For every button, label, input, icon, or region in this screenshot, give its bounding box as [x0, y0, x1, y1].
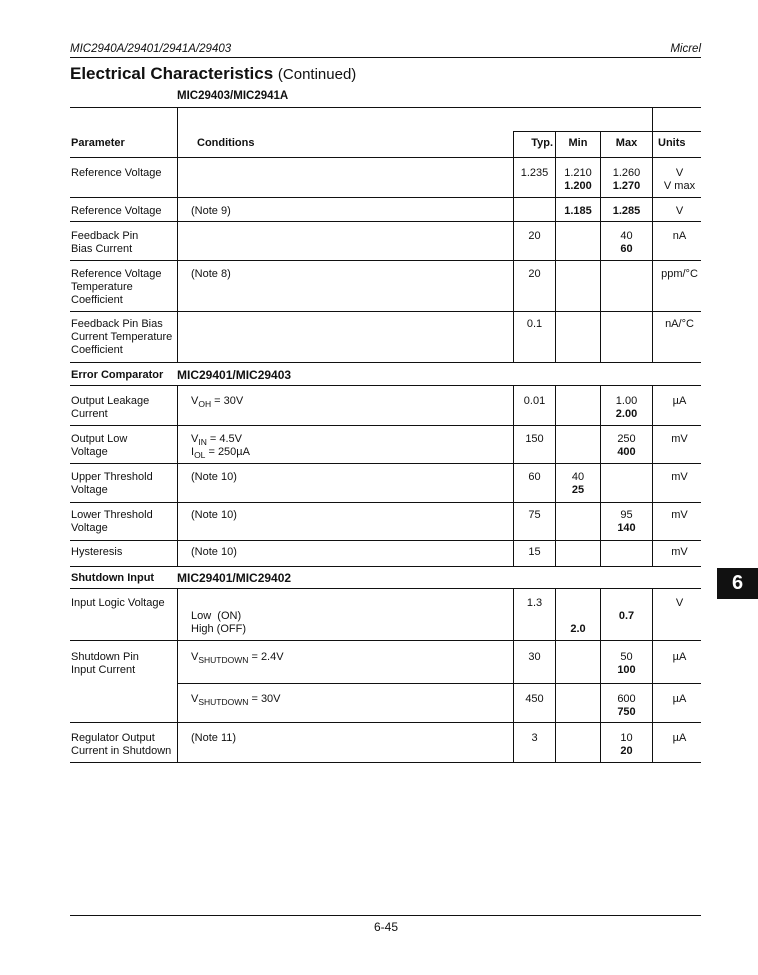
row-rule [70, 385, 701, 386]
condition-text: (Note 10) [191, 546, 237, 558]
units-value: µA [672, 651, 687, 663]
row-rule [70, 362, 701, 363]
document-header-title: MIC2940A/29401/2941A/29403 [70, 43, 232, 55]
units-value: µA [672, 732, 687, 744]
param-reference-voltage: Reference Voltage [71, 205, 162, 217]
row-rule [70, 540, 701, 541]
max-value-full-temp: 20 [620, 745, 633, 757]
condition-subscript: SHUTDOWN [198, 697, 249, 707]
param-line: Lower Threshold [71, 509, 153, 521]
min-value-full-temp: 1.200 [564, 180, 592, 192]
param-line: Voltage [71, 484, 108, 496]
row-rule [70, 588, 701, 589]
param-reference-voltage: Reference Voltage [71, 167, 162, 179]
max-value-full-temp: 140 [617, 522, 636, 534]
param-hysteresis: Hysteresis [71, 546, 123, 558]
section-title-main: Electrical Characteristics [70, 64, 274, 83]
min-value: 40 [571, 471, 585, 483]
row-rule [70, 640, 701, 641]
max-value: 50 [620, 651, 633, 663]
param-line: Current in Shutdown [71, 745, 172, 757]
param-line: Coefficient [71, 344, 123, 356]
condition-text [191, 433, 242, 446]
min-value-full-temp: 25 [571, 484, 585, 496]
row-rule [70, 260, 701, 261]
column-header-max: Max [615, 137, 638, 149]
param-line: Regulator Output [71, 732, 155, 744]
condition-text [191, 395, 243, 408]
min-value-full-temp: 1.185 [564, 205, 592, 217]
typ-value: 3 [531, 732, 538, 744]
max-value: 1.00 [615, 395, 638, 407]
param-feedback-pin: Feedback Pin [71, 230, 139, 242]
max-value-full-temp: 2.00 [615, 408, 638, 420]
units-value: µA [672, 395, 687, 407]
section-title-sub: (Continued) [277, 66, 357, 83]
condition-text: High (OFF) [191, 623, 246, 635]
max-value: 10 [620, 732, 633, 744]
typ-value: 75 [528, 509, 541, 521]
row-rule [70, 566, 701, 567]
max-value: 250 [617, 433, 636, 445]
typ-value: 20 [528, 230, 541, 242]
condition-text: (Note 10) [191, 509, 237, 521]
condition-symbol: V [191, 693, 199, 705]
max-value-full-temp: 400 [617, 446, 636, 458]
condition-text: (Note 10) [191, 471, 237, 483]
condition-text: (Note 11) [191, 732, 237, 744]
param-line: Output Low [71, 433, 128, 445]
row-rule [70, 197, 701, 198]
condition-text: (Note 8) [191, 268, 231, 280]
row-rule [70, 722, 701, 723]
condition-symbol: I [191, 446, 195, 458]
page-number: 6-45 [373, 920, 399, 934]
max-value: 95 [620, 509, 633, 521]
min-value-full-temp: 2.0 [570, 623, 586, 635]
column-rule [555, 131, 556, 362]
units-value: mV [671, 509, 688, 521]
condition-subscript: OL [194, 450, 206, 460]
max-value: 600 [617, 693, 636, 705]
condition-text [191, 446, 250, 459]
typ-value: 1.235 [520, 167, 549, 179]
min-value: 1.210 [564, 167, 592, 179]
table-top-rule [70, 107, 701, 108]
row-rule [70, 463, 701, 464]
param-input-logic-voltage: Input Logic Voltage [71, 597, 165, 609]
units-value: nA/°C [665, 318, 694, 330]
max-value: 40 [620, 230, 633, 242]
section-tab: 6 [717, 568, 758, 599]
units-value: ppm/°C [661, 268, 698, 280]
param-bias-current: Bias Current [71, 243, 133, 255]
units-value: V [675, 167, 684, 179]
condition-rest: = 30V [248, 693, 281, 705]
units-value: mV [671, 546, 688, 558]
group-device-label: MIC29401/MIC29403 [177, 368, 292, 382]
row-rule [70, 502, 701, 503]
table-bottom-rule [70, 762, 701, 763]
max-value-full-temp: 60 [620, 243, 633, 255]
column-rule [555, 588, 556, 762]
row-rule [70, 221, 701, 222]
condition-subscript: SHUTDOWN [198, 655, 249, 665]
condition-text [191, 693, 281, 706]
column-header-min: Min [568, 137, 588, 149]
units-value: nA [672, 230, 687, 242]
max-value-full-temp: 1.285 [612, 205, 641, 217]
typ-value: 150 [525, 433, 544, 445]
typ-value: 0.1 [526, 318, 543, 330]
units-value: V max [663, 180, 696, 192]
condition-rest: = 30V [211, 395, 244, 407]
condition-text: (Note 9) [191, 205, 231, 217]
column-rule [177, 107, 178, 362]
condition-rest: = 4.5V [206, 433, 243, 445]
typ-value: 1.3 [526, 597, 543, 609]
param-line: Current [71, 408, 108, 420]
row-rule-partial [177, 683, 701, 684]
max-value-full-temp: 100 [617, 664, 636, 676]
param-line: Shutdown Pin [71, 651, 139, 663]
section-title [70, 64, 356, 84]
condition-text [191, 651, 284, 664]
units-value: mV [671, 471, 688, 483]
group-label-error-comparator: Error Comparator [71, 369, 164, 381]
group-label-shutdown-input: Shutdown Input [71, 572, 155, 584]
condition-symbol: V [191, 395, 199, 407]
units-value: mV [671, 433, 688, 445]
condition-rest: = 2.4V [248, 651, 284, 663]
condition-symbol: V [191, 433, 199, 445]
group-device-label: MIC29401/MIC29402 [177, 571, 292, 585]
units-value: V [675, 597, 684, 609]
header-inner-rule [513, 131, 701, 132]
company-name: Micrel [670, 43, 701, 55]
param-line: Upper Threshold [71, 471, 153, 483]
condition-symbol: V [191, 651, 199, 663]
typ-value: 30 [528, 651, 541, 663]
column-rule [177, 588, 178, 762]
header-bottom-rule [70, 157, 701, 158]
max-value-full-temp: 750 [617, 706, 636, 718]
typ-value: 450 [525, 693, 544, 705]
param-line: Coefficient [71, 294, 123, 306]
footer-rule [70, 915, 701, 916]
column-header-parameter: Parameter [71, 137, 125, 149]
row-rule [70, 311, 701, 312]
typ-value: 15 [528, 546, 541, 558]
param-line: Temperature [71, 281, 133, 293]
param-line: Voltage [71, 522, 108, 534]
device-title: MIC29403/MIC2941A [177, 90, 289, 102]
max-value: 1.260 [612, 167, 641, 179]
param-line: Feedback Pin Bias [71, 318, 163, 330]
param-line: Output Leakage [71, 395, 150, 407]
param-line: Reference Voltage [71, 268, 162, 280]
condition-subscript: OH [198, 399, 212, 409]
param-line: Current Temperature [71, 331, 173, 343]
param-line: Input Current [71, 664, 136, 676]
column-header-units: Units [658, 137, 686, 149]
max-value-full-temp: 0.7 [618, 610, 635, 622]
row-rule [70, 425, 701, 426]
column-header-conditions: Conditions [197, 137, 255, 149]
typ-value: 60 [528, 471, 541, 483]
condition-text: Low (ON) [191, 610, 242, 622]
condition-subscript: IN [198, 437, 207, 447]
header-rule [70, 57, 701, 58]
typ-value: 0.01 [523, 395, 546, 407]
units-value: µA [672, 693, 687, 705]
column-rule [177, 385, 178, 566]
param-line: Voltage [71, 446, 108, 458]
units-value: V [675, 205, 684, 217]
column-header-typ: Typ. [531, 137, 553, 149]
typ-value: 20 [528, 268, 541, 280]
condition-rest: = 250µA [205, 446, 250, 458]
max-value-full-temp: 1.270 [612, 180, 641, 192]
